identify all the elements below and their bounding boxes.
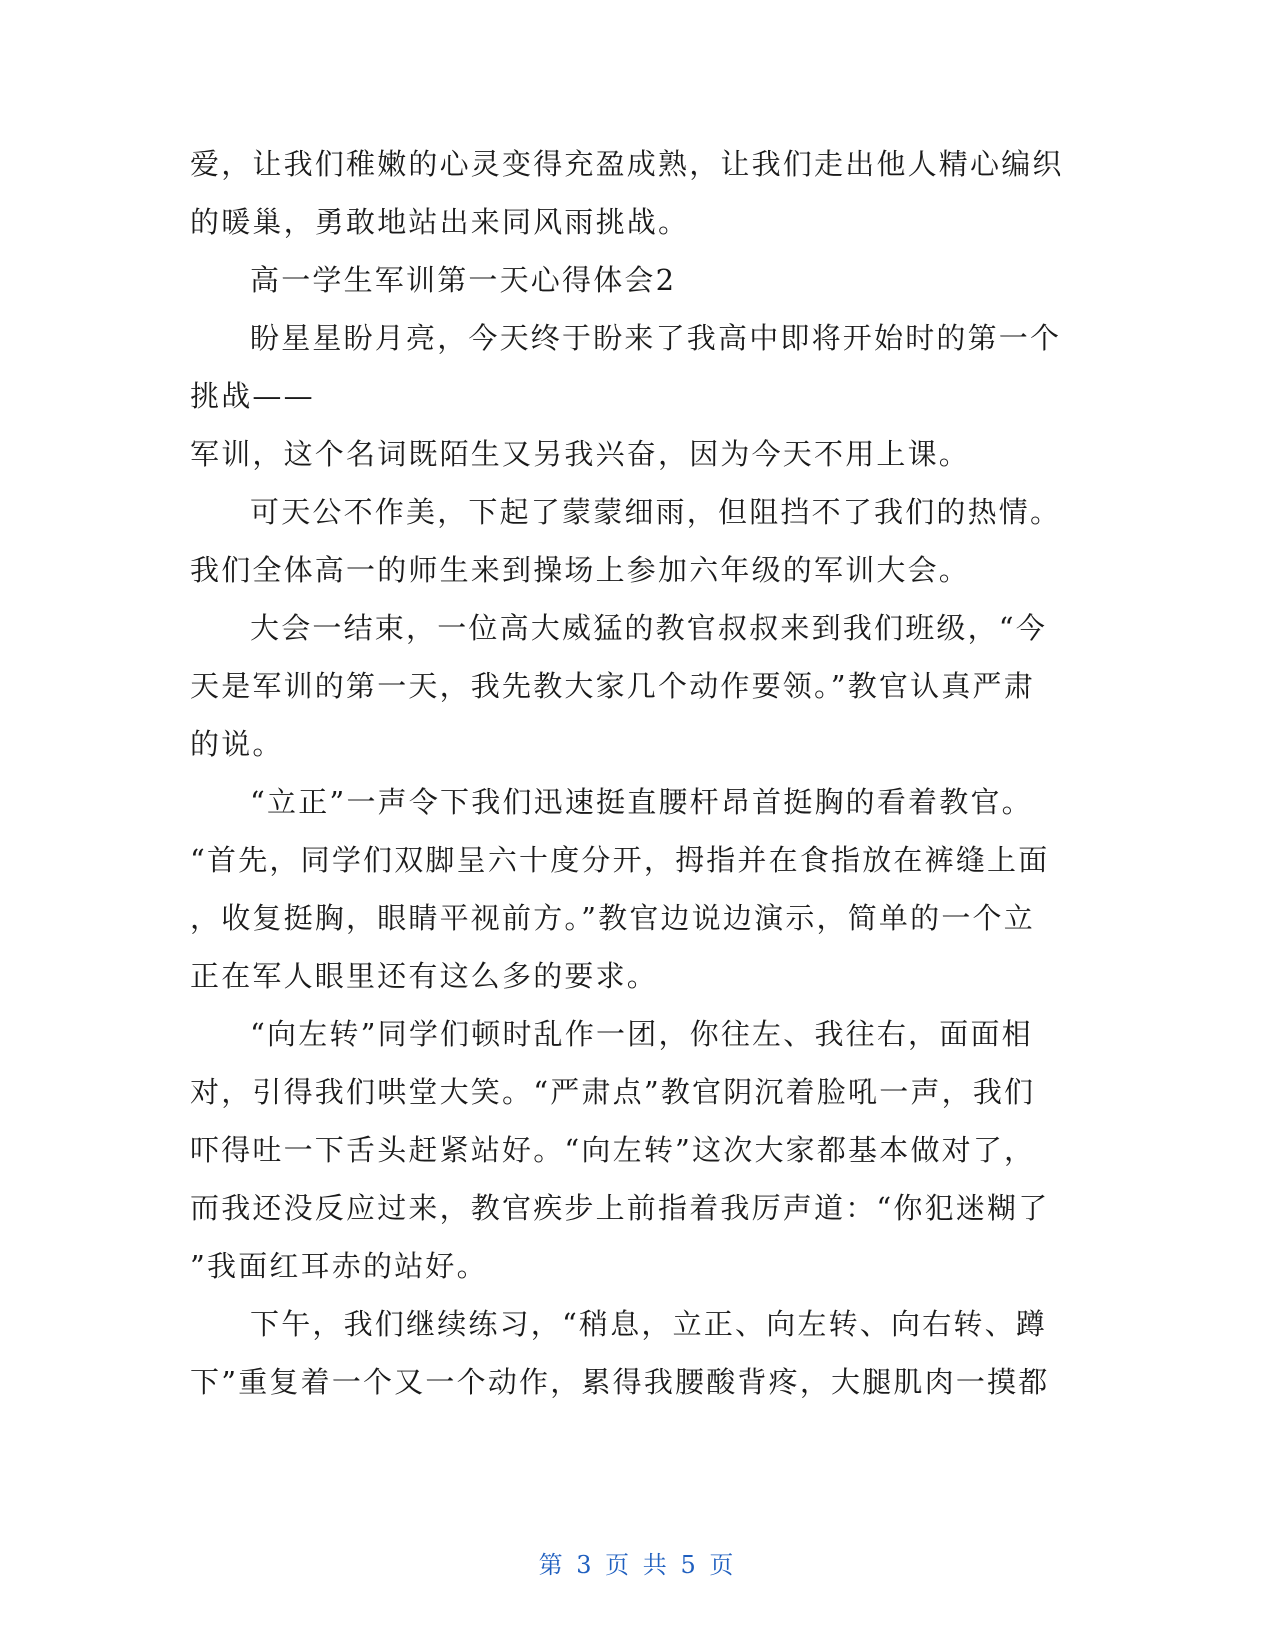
paragraph-line: ”我面红耳赤的站好。 — [190, 1249, 488, 1283]
section-heading: 高一学生军训第一天心得体会2 — [250, 263, 677, 297]
paragraph-line: 而我还没反应过来，教官疾步上前指着我厉声道：“你犯迷糊了 — [190, 1191, 1050, 1225]
paragraph-line: 大会一结束，一位高大威猛的教官叔叔来到我们班级，“今 — [250, 611, 1048, 645]
page-number-footer: 第 3 页 共 5 页 — [538, 1551, 737, 1579]
paragraph-line: “向左转”同学们顿时乱作一团，你往左、我往右，面面相 — [250, 1017, 1033, 1051]
paragraph-line: 对，引得我们哄堂大笑。“严肃点”教官阴沉着脸吼一声，我们 — [190, 1075, 1036, 1109]
paragraph-line: 我们全体高一的师生来到操场上参加六年级的军训大会。 — [190, 553, 971, 587]
paragraph-line: 天是军训的第一天，我先教大家几个动作要领。”教官认真严肃 — [190, 669, 1035, 703]
paragraph-line: 吓得吐一下舌头赶紧站好。“向左转”这次大家都基本做对了， — [190, 1133, 1036, 1167]
paragraph-line: ，收复挺胸，眼睛平视前方。”教官边说边演示，简单的一个立 — [190, 901, 1035, 935]
paragraph-line: 爱，让我们稚嫩的心灵变得充盈成熟，让我们走出他人精心编织 — [190, 147, 1064, 181]
paragraph-line: 下午，我们继续练习，“稍息，立正、向左转、向右转、蹲 — [250, 1307, 1048, 1341]
paragraph-line: “首先，同学们双脚呈六十度分开，拇指并在食指放在裤缝上面 — [190, 843, 1050, 877]
paragraph-line: 挑战—— — [190, 379, 315, 413]
paragraph-line: 军训，这个名词既陌生又另我兴奋，因为今天不用上课。 — [190, 437, 971, 471]
paragraph-line: 可天公不作美，下起了蒙蒙细雨，但阻挡不了我们的热情。 — [250, 495, 1062, 529]
paragraph-line: 正在军人眼里还有这么多的要求。 — [190, 959, 659, 993]
paragraph-line: 的暖巢，勇敢地站出来同风雨挑战。 — [190, 205, 690, 239]
paragraph-line: 下”重复着一个又一个动作，累得我腰酸背疼，大腿肌肉一摸都 — [190, 1365, 1050, 1399]
paragraph-line: 盼星星盼月亮，今天终于盼来了我高中即将开始时的第一个 — [250, 321, 1062, 355]
paragraph-line: 的说。 — [190, 727, 284, 761]
paragraph-line: “立正”一声令下我们迅速挺直腰杆昂首挺胸的看着教官。 — [250, 785, 1033, 819]
